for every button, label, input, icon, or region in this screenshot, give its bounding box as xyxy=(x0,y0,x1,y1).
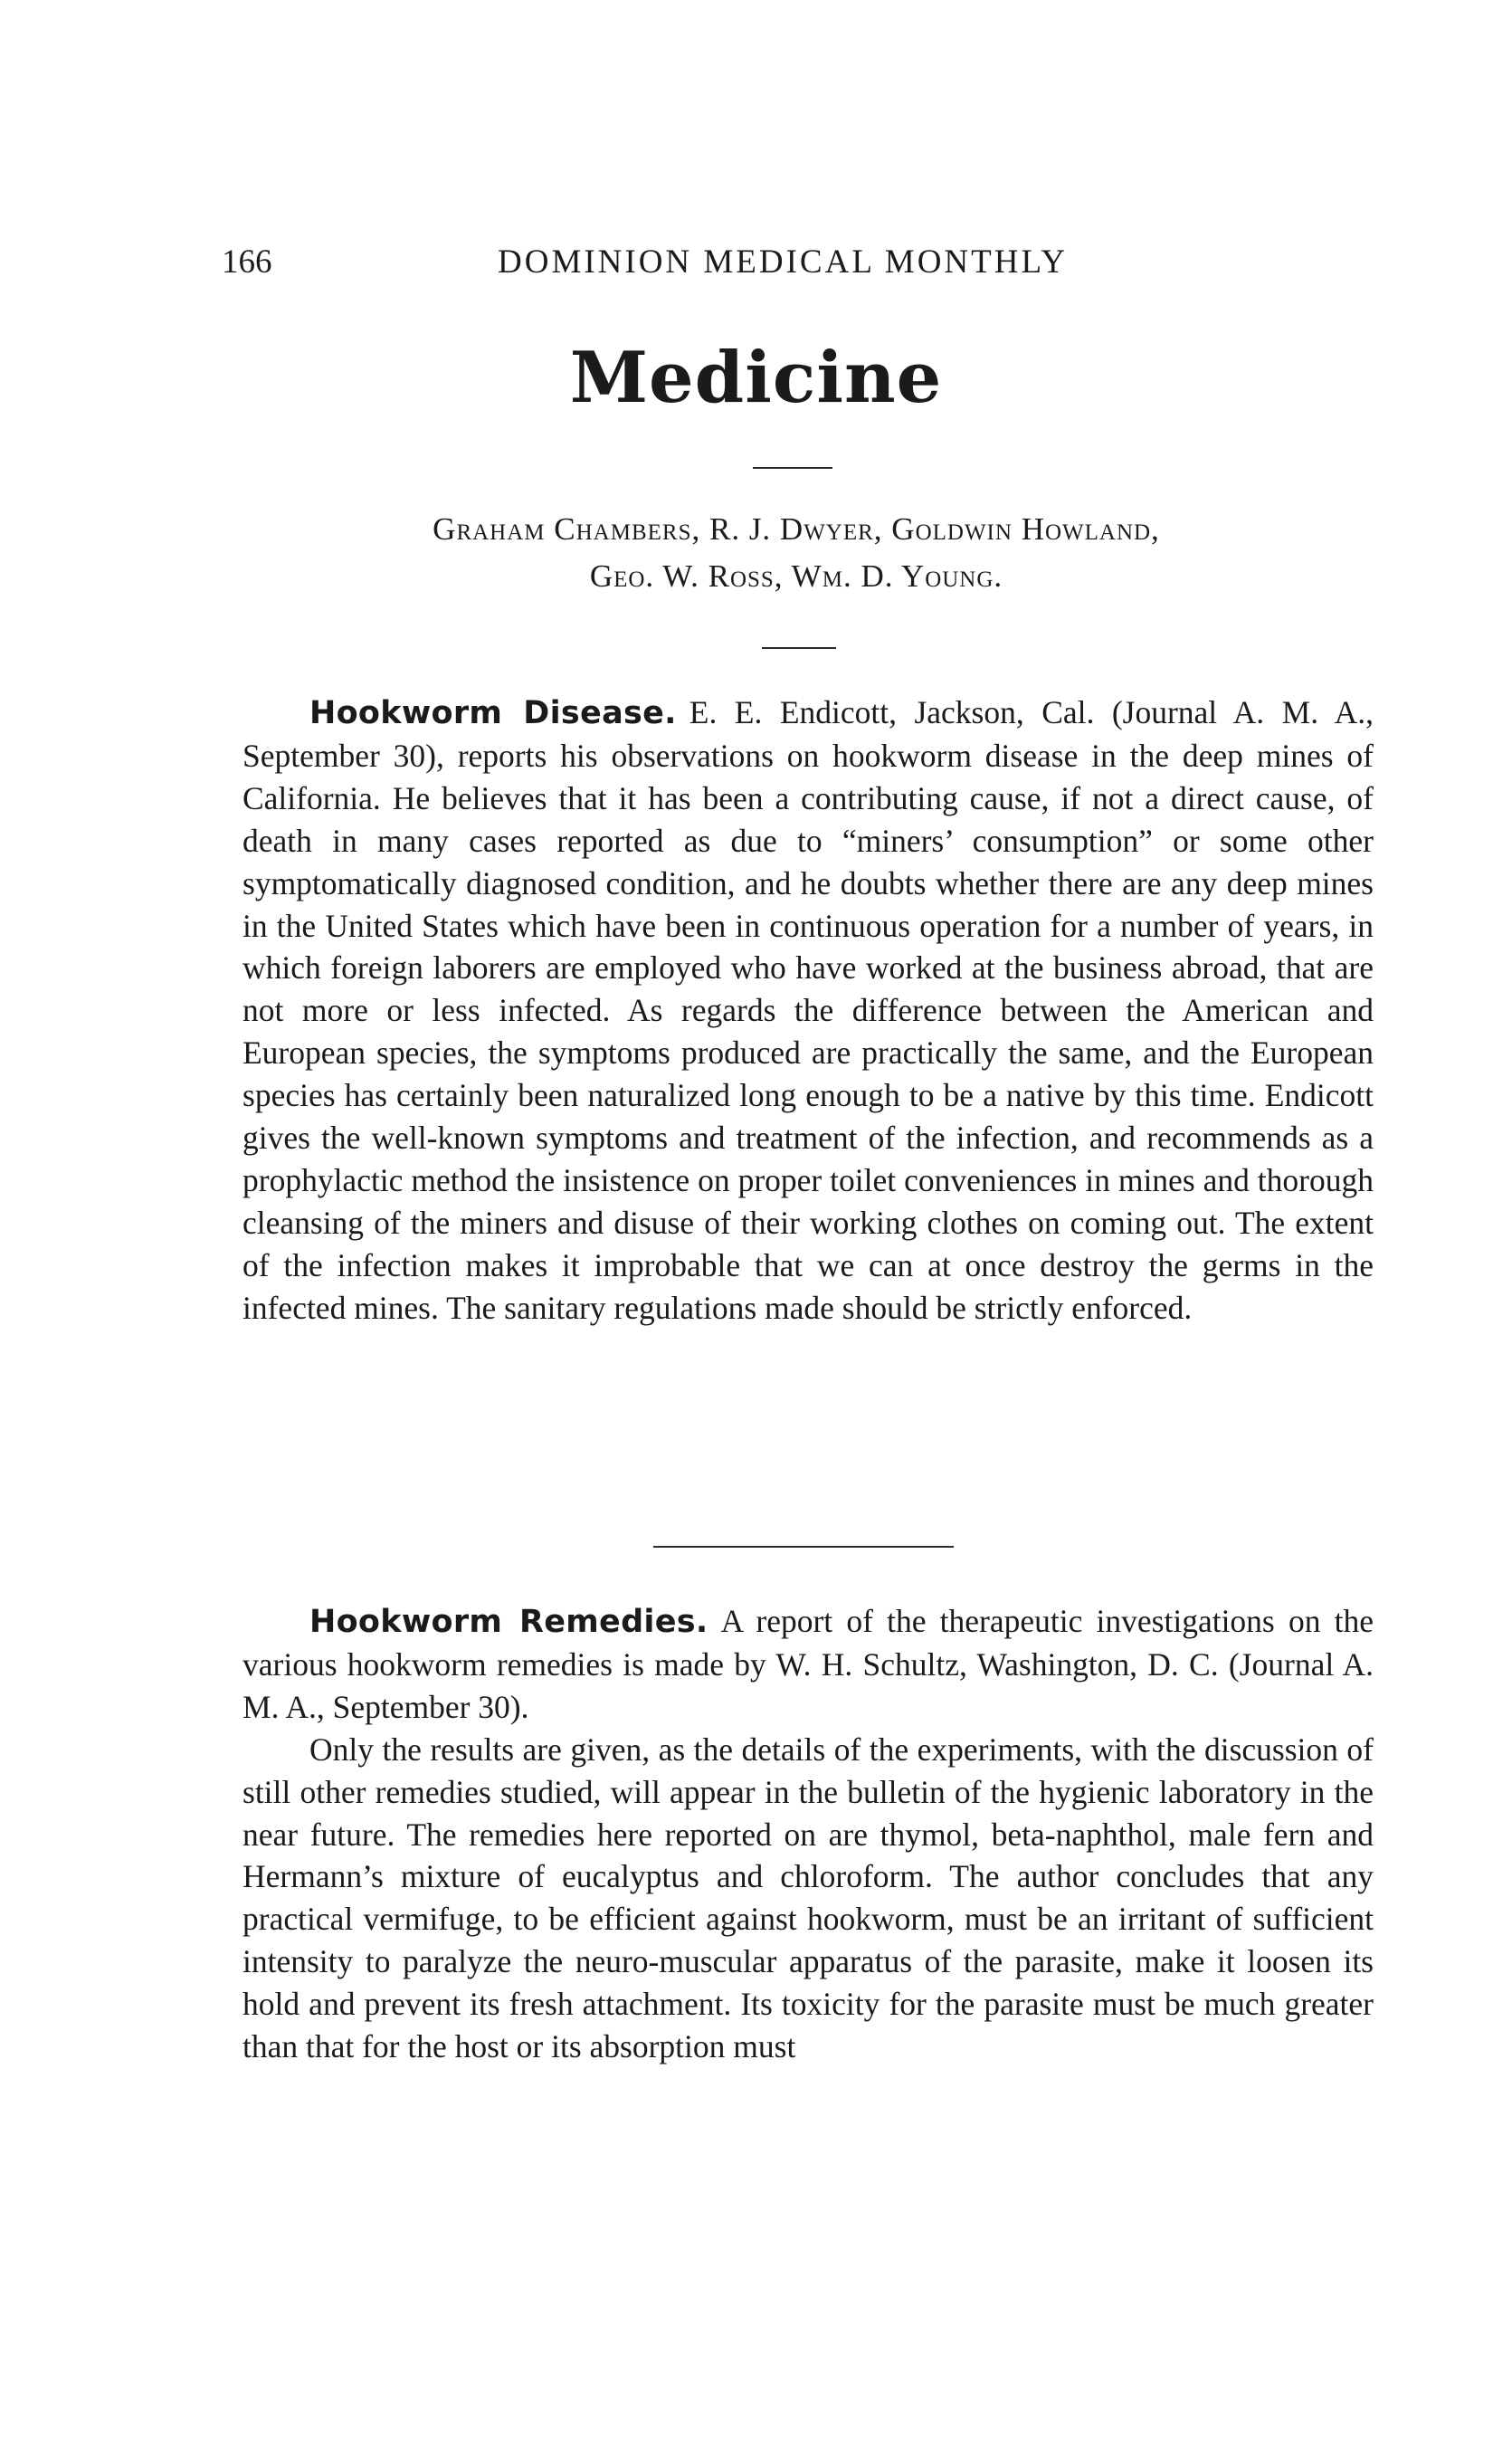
article-paragraph xyxy=(242,691,1374,1330)
divider-rule xyxy=(653,1546,954,1548)
divider-rule xyxy=(762,647,836,649)
article-text: E. E. Endicott, Jackson, Cal. (Journal A. M. A., September 30), reports his observations on hookworm disease in the deep mines of California. He believes that it has been a contributing cause, if not a direct cause, of death in many cases reported as due to “miners’ consumption” or some other symptomatically diagnosed condition, and he doubts whether there are any deep mines in the United States which have been in continuous operation for a number of years, in which foreign laborers are employed who have worked at the business abroad, that are not more or less infected. As regards the difference between the American and European species, the symptoms produced are practically the same, and the European species has certainly been naturalized long enough to be a native by this time. Endicott gives the well-known symptoms and treatment of the infection, and recommends as a prophylactic method the insistence on proper toilet conveniences in mines and thorough cleansing of the miners and disuse of their working clothes on coming out. The extent of the infection makes it improbable that we can at once destroy the germs in the infected mines. The sanitary regulations made should be strictly enforced. xyxy=(242,694,1374,1326)
divider-rule xyxy=(753,467,832,469)
article-paragraph xyxy=(242,1600,1374,1729)
journal-title: DOMINION MEDICAL MONTHLY xyxy=(498,243,1069,281)
article-hookworm-disease xyxy=(242,691,1374,1330)
running-head xyxy=(222,243,1163,288)
authors-line: Geo. W. Ross, Wm. D. Young. xyxy=(589,558,1003,594)
article-hookworm-remedies xyxy=(242,1600,1374,2068)
authors-line: Graham Chambers, R. J. Dwyer, Goldwin Howland, xyxy=(433,511,1160,547)
article-heading: Hookworm Disease. xyxy=(309,695,677,731)
page-number: 166 xyxy=(222,243,272,281)
article-heading: Hookworm Remedies. xyxy=(309,1604,708,1640)
article-text: A report of the therapeutic investigations on the various hookworm remedies is made by W. H. Schultz, Washington, D. C. (Journal A. M. A., September 30). xyxy=(242,1603,1374,1725)
section-title: Medicine xyxy=(569,337,943,419)
article-paragraph: Only the results are given, as the details of the experiments, with the discussion of still other remedies studied, will appear in the bulletin of the hygienic laboratory in the near future. The remedies here reported on are thymol, beta-naphthol, male fern and Hermann’s mixture of eucalyptus and chloroform. The author concludes that any practical vermifuge, to be efficient against hookworm, must be an irritant of sufficient intensity to paralyze the neuro-muscular apparatus of the parasite, make it loosen its hold and prevent its fresh attachment. Its toxicity for the parasite must be much greater than that for the host or its absorption must xyxy=(242,1731,1374,2065)
